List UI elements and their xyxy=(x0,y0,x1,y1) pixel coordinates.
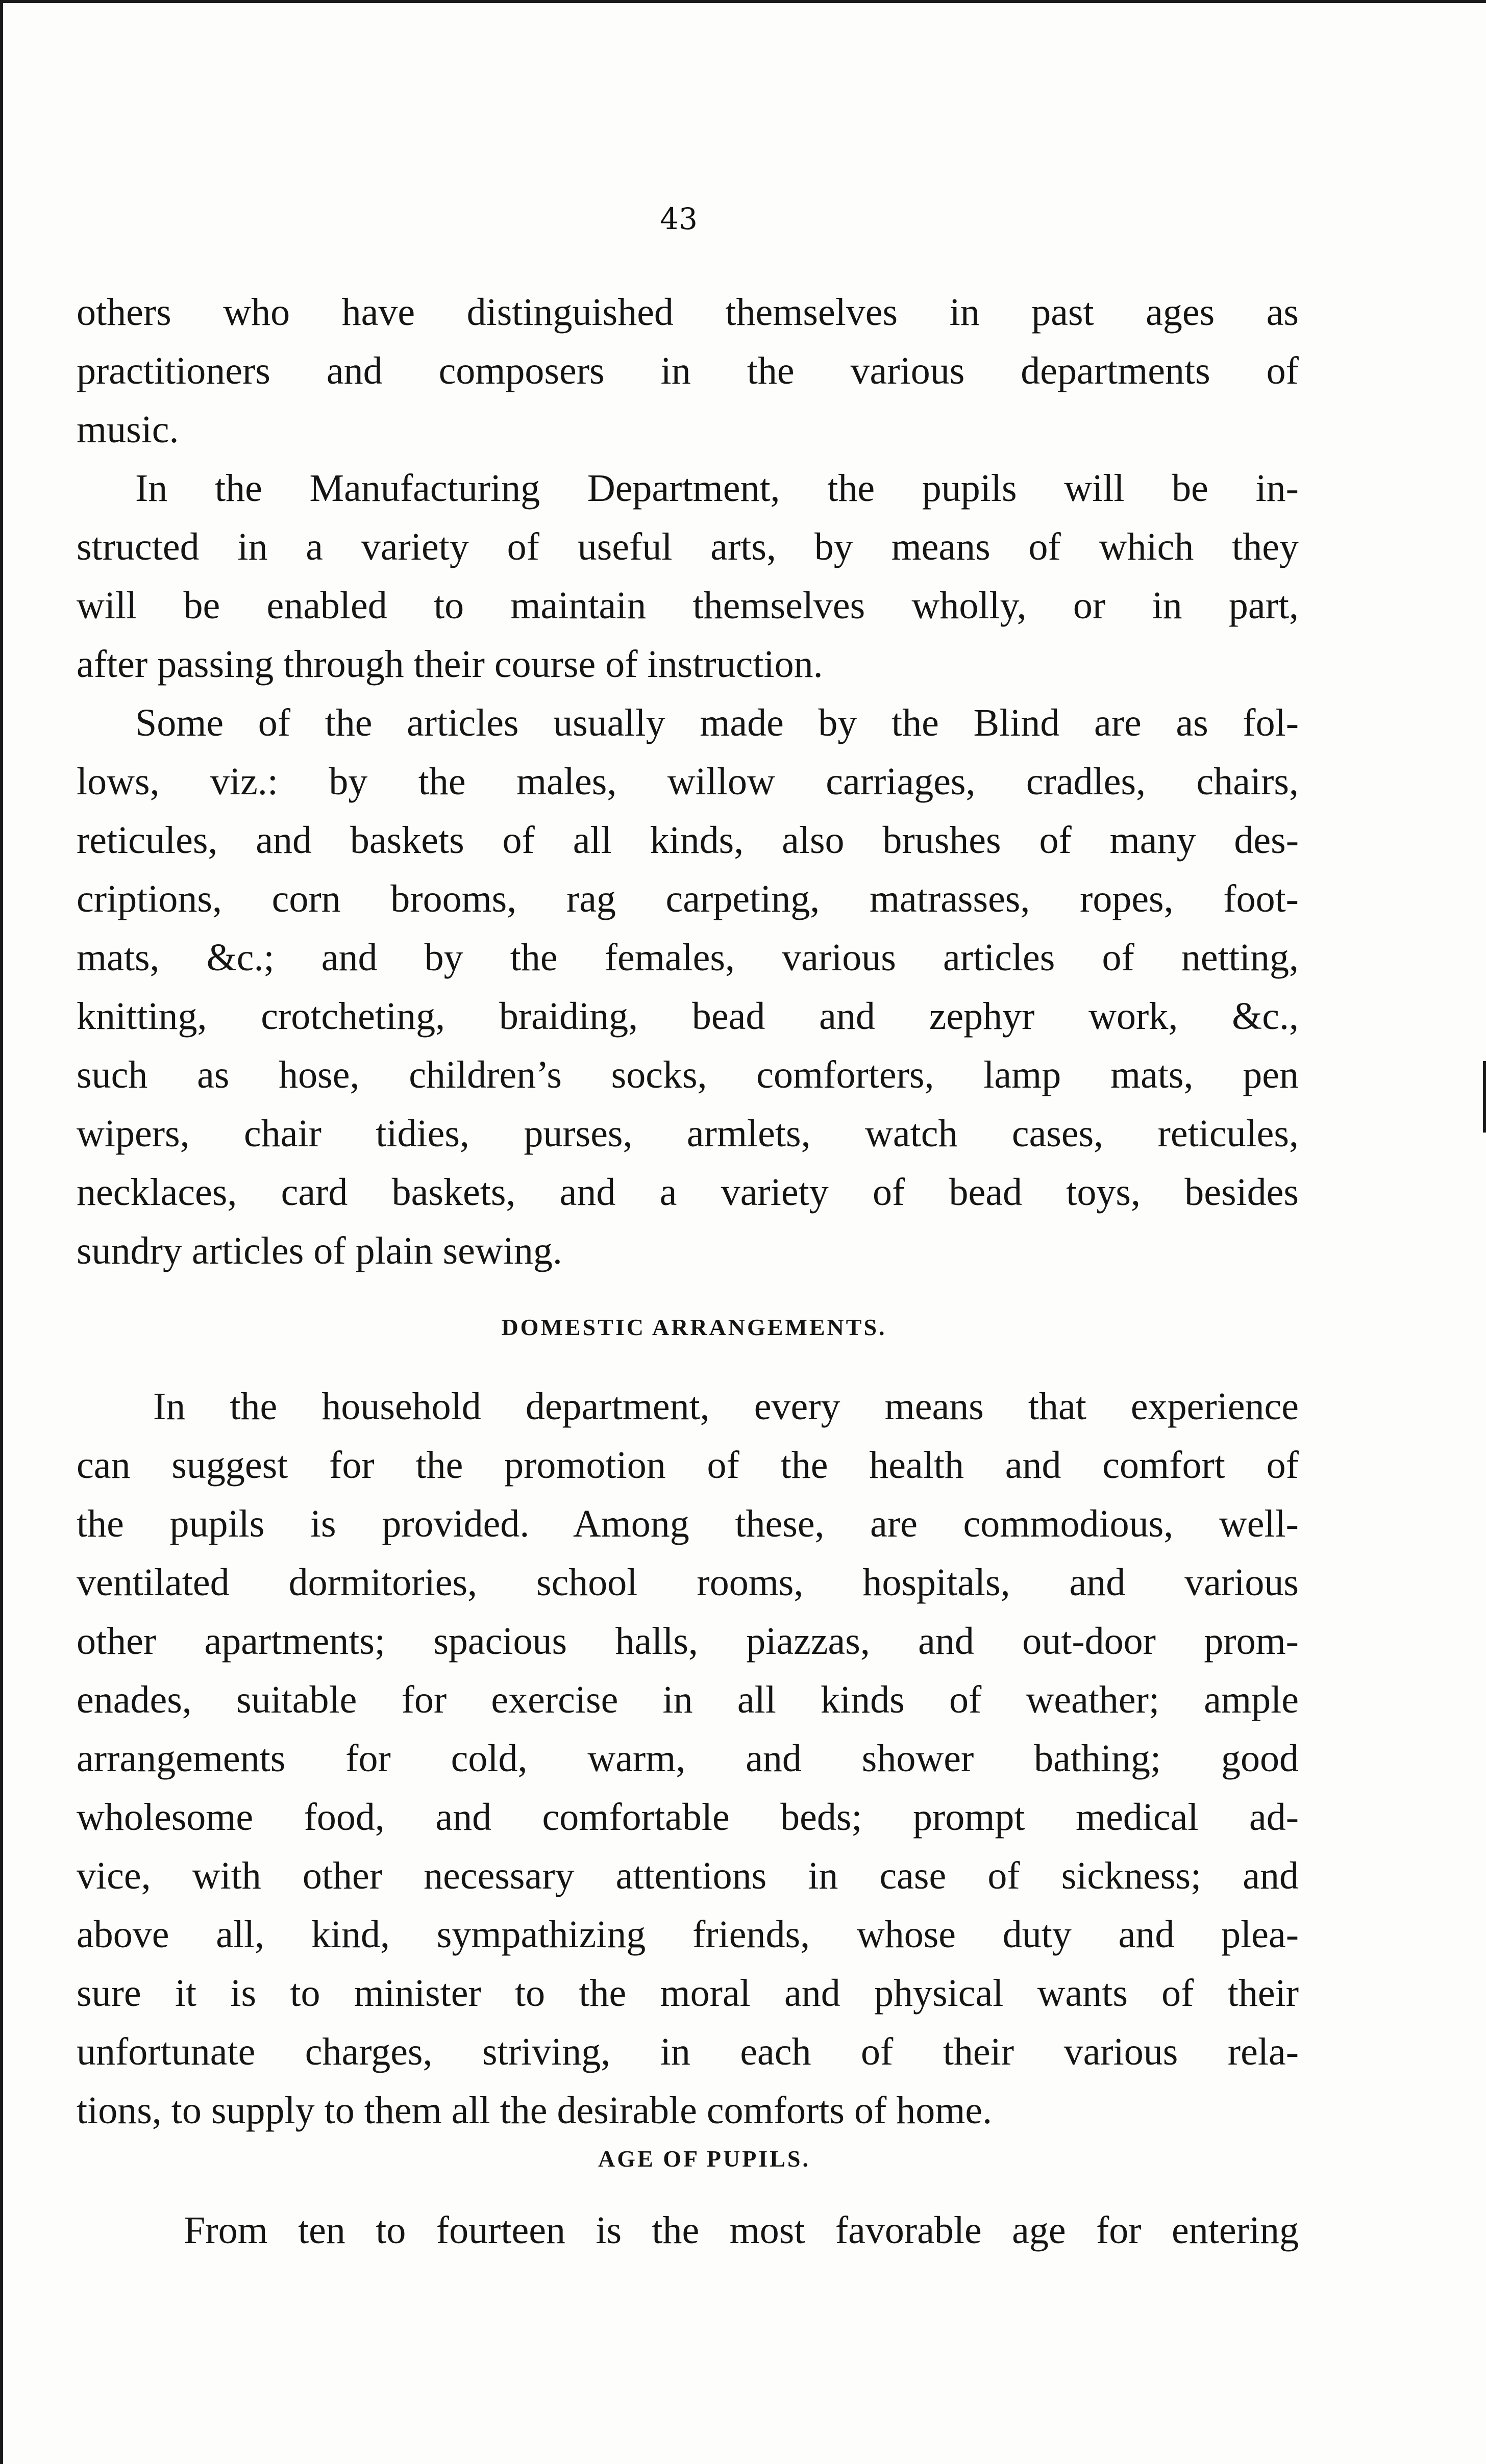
text-line: knitting, crotcheting, braiding, bead and zephyr work, &c., xyxy=(77,995,1299,1038)
text-line: the pupils is provided. Among these, are commodious, well- xyxy=(77,1502,1299,1545)
section-heading-age: AGE OF PUPILS. xyxy=(598,2146,810,2172)
paragraph-continuation xyxy=(77,283,1299,459)
text-line: practitioners and composers in the various departments of xyxy=(77,349,1299,392)
text-line: others who have distinguished themselves in past ages as xyxy=(77,291,1299,334)
paragraph-manufacturing xyxy=(77,459,1299,694)
text-line: such as hose, children’s socks, comforters, lamp mats, pen xyxy=(77,1053,1299,1096)
text-line: enades, suitable for exercise in all kinds of weather; ample xyxy=(77,1678,1299,1721)
text-line: sure it is to minister to the moral and physical wants of their xyxy=(77,1972,1299,2015)
text-line: reticules, and baskets of all kinds, also brushes of many des- xyxy=(77,819,1299,862)
text-line: music. xyxy=(77,408,179,451)
text-line: wholesome food, and comfortable beds; prompt medical ad- xyxy=(77,1796,1299,1839)
text-line: can suggest for the promotion of the health and comfort of xyxy=(77,1444,1299,1487)
text-line: unfortunate charges, striving, in each of their various rela- xyxy=(77,2030,1299,2073)
text-line: Some of the articles usually made by the Blind are as fol- xyxy=(135,701,1299,744)
scan-edge-left xyxy=(0,0,3,2464)
text-line: In the household department, every means that experience xyxy=(153,1385,1299,1428)
text-line: other apartments; spacious halls, piazzas, and out-door prom- xyxy=(77,1620,1299,1663)
text-line: tions, to supply to them all the desirable comforts of home. xyxy=(77,2089,993,2132)
text-line: structed in a variety of useful arts, by means of which they xyxy=(77,525,1299,568)
scan-edge-right-mark xyxy=(1483,1061,1486,1133)
text-line: arrangements for cold, warm, and shower bathing; good xyxy=(77,1737,1299,1780)
text-line: mats, &c.; and by the females, various articles of netting, xyxy=(77,936,1299,979)
text-line: From ten to fourteen is the most favorable age for entering xyxy=(184,2209,1299,2252)
scan-edge-top xyxy=(0,0,1486,3)
text-line: necklaces, card baskets, and a variety of bead toys, besides xyxy=(77,1171,1299,1214)
paragraph-household xyxy=(77,1377,1299,2140)
text-line: above all, kind, sympathizing friends, whose duty and plea- xyxy=(77,1913,1299,1956)
text-line: criptions, corn brooms, rag carpeting, matrasses, ropes, foot- xyxy=(77,877,1299,920)
page-number: 43 xyxy=(660,202,698,236)
text-line: will be enabled to maintain themselves wholly, or in part, xyxy=(77,584,1299,627)
text-line: lows, viz.: by the males, willow carriages, cradles, chairs, xyxy=(77,760,1299,803)
text-line: sundry articles of plain sewing. xyxy=(77,1229,562,1272)
text-line: In the Manufacturing Department, the pupils will be in- xyxy=(135,467,1299,510)
text-line: after passing through their course of instruction. xyxy=(77,643,823,686)
text-line: wipers, chair tidies, purses, armlets, watch cases, reticules, xyxy=(77,1112,1299,1155)
paragraph-age xyxy=(77,2201,1299,2260)
text-line: vice, with other necessary attentions in case of sickness; and xyxy=(77,1854,1299,1897)
section-heading-domestic: DOMESTIC ARRANGEMENTS. xyxy=(501,1314,887,1340)
text-line: ventilated dormitories, school rooms, hospitals, and various xyxy=(77,1561,1299,1604)
paragraph-articles xyxy=(77,694,1299,1280)
